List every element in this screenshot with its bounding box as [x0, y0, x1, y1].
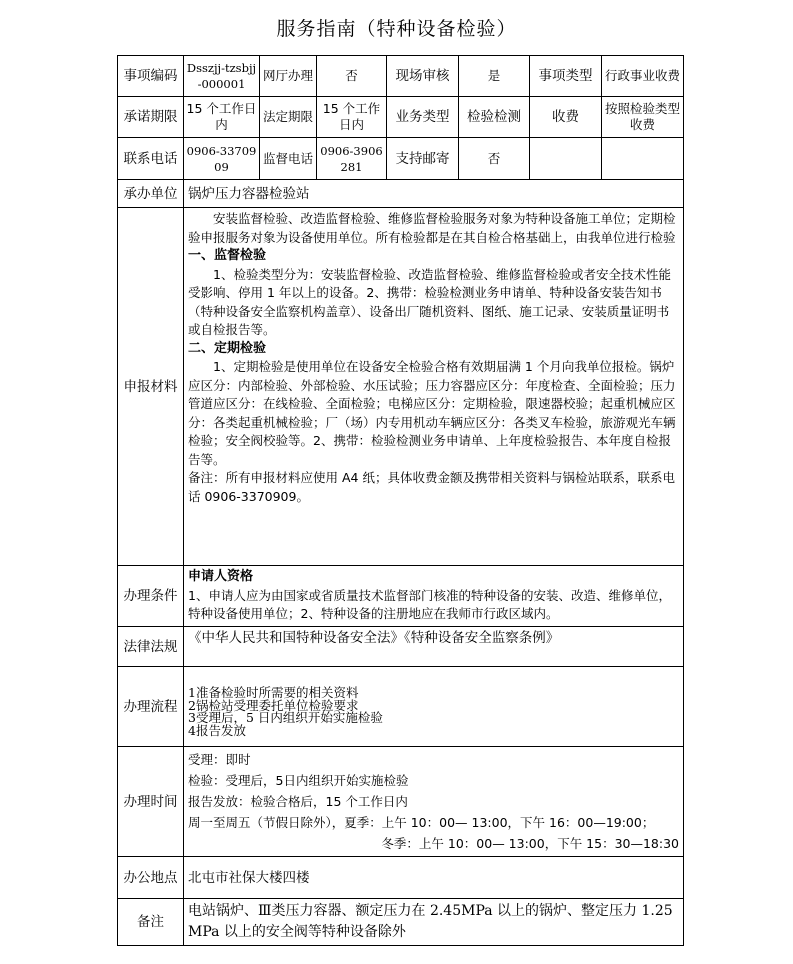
empty-cell: [530, 138, 602, 180]
handling-unit-value: 锅炉压力容器检验站: [184, 180, 684, 208]
legal-deadline-label: 法定期限: [260, 97, 317, 138]
process-label: 办理流程: [118, 667, 184, 747]
table-row: [118, 627, 684, 667]
process-step: 2锅检站受理委托单位检验要求: [188, 697, 359, 713]
process-step: 4报告发放: [188, 722, 246, 738]
online-handling-value: 否: [317, 56, 387, 97]
conditions-label: 办理条件: [118, 566, 184, 627]
table-row: [118, 566, 684, 627]
supervision-phone-label: 监督电话: [260, 138, 317, 180]
table-row: [118, 56, 684, 97]
time-line: 冬季：上午 10：00— 13:00，下午 15：30—18:30: [381, 836, 679, 851]
conditions-content: [184, 566, 684, 627]
contact-phone-value: 0906-3370909: [184, 138, 260, 180]
business-type-label: 业务类型: [387, 97, 459, 138]
remark-value: 电站锅炉、Ⅲ类压力容器、额定压力在 2.45MPa 以上的锅炉、整定压力 1.25MPa 以上的安全阀等特种设备除外: [184, 899, 684, 946]
table-row: [118, 857, 684, 899]
item-code-value: Dsszjj-tzsbjj-000001: [184, 56, 260, 97]
table-row: [118, 97, 684, 138]
process-step: 1准备检验时所需要的相关资料: [188, 685, 359, 700]
materials-note: 备注：所有申报材料应使用 A4 纸；具体收费金额及携带相关资料与锅检站联系，联系电话 0906-3370909。: [188, 470, 675, 504]
item-code-label: 事项编码: [118, 56, 184, 97]
onsite-review-value: 是: [459, 56, 530, 97]
materials-intro: 安装监督检验、改造监督检验、维修监督检验服务对象为特种设备施工单位；定期检验申报服务对象为设备使用单位。所有检验都是在其自检合格基础上，由我单位进行检验: [188, 211, 676, 245]
materials-label: 申报材料: [118, 208, 184, 566]
materials-content: [184, 208, 684, 566]
laws-value: 《中华人民共和国特种设备安全法》《特种设备安全监察条例》: [184, 627, 684, 667]
remark-label: 备注: [118, 899, 184, 946]
page-title: 服务指南（特种设备检验）: [276, 18, 517, 40]
legal-deadline-value: 15 个工作日内: [317, 97, 387, 138]
fee-label: 收费: [530, 97, 602, 138]
fee-value: 按照检验类型收费: [602, 97, 684, 138]
periodic-inspection-text: 1、定期检验是使用单位在设备安全检验合格有效期届满 1 个月向我单位报检。锅炉应区分：内部检验、外部检验、水压试验；压力容器应区分：年度检查、全面检验；压力管道应区分：在线检验、全面检验；电梯应区分：定期检验，限速器校验；起重机械应区分：各类起重机械检验；厂（场）内专用机动车辆应区分：各类叉车检验，旅游观光车辆检验；安全阀校验等。2、携带：检验检测业务申请单、上年度检验报告、本年度自检报告等。: [188, 359, 676, 467]
item-type-label: 事项类型: [530, 56, 602, 97]
promised-deadline-label: 承诺期限: [118, 97, 184, 138]
online-handling-label: 网厅办理: [260, 56, 317, 97]
process-step: 3受理后，5 日内组织开始实施检验: [188, 710, 383, 725]
item-type-value: 行政事业收费: [602, 56, 684, 97]
office-location-label: 办公地点: [118, 857, 184, 899]
promised-deadline-value: 15 个工作日内: [184, 97, 260, 138]
supervision-phone-value: 0906-3906281: [317, 138, 387, 180]
supervision-inspection-heading: 一、监督检验: [188, 248, 267, 263]
time-line: 检验：受理后，5日内组织开始实施检验: [188, 773, 409, 788]
office-location-value: 北屯市社保大楼四楼: [184, 857, 684, 899]
table-row: [118, 138, 684, 180]
service-guide-table: [117, 55, 684, 946]
process-steps: [184, 667, 684, 747]
table-row: [118, 208, 684, 566]
time-line: 受理：即时: [188, 752, 251, 767]
handling-unit-label: 承办单位: [118, 180, 184, 208]
time-line: 报告发放：检验合格后，15 个工作日内: [188, 794, 408, 809]
applicant-qualification-text: 1、申请人应为由国家或省质量技术监督部门核准的特种设备的安装、改造、维修单位，特种设备使用单位；2、特种设备的注册地应在我师市行政区域内。: [188, 587, 671, 621]
periodic-inspection-heading: 二、定期检验: [188, 340, 267, 356]
table-row: [118, 747, 684, 857]
mail-support-value: 否: [459, 138, 530, 180]
laws-label: 法律法规: [118, 627, 184, 667]
table-row: [118, 180, 684, 208]
table-row: [118, 667, 684, 747]
supervision-inspection-text: 1、检验类型分为：安装监督检验、改造监督检验、维修监督检验或者安全技术性能受影响、停用 1 年以上的设备。2、携带：检验检测业务申请单、特种设备安装告知书（特种设备安全监察机构盖章）、设备出厂随机资料、图纸、施工记录、安装质量证明书或自检报告等。: [188, 266, 671, 337]
mail-support-label: 支持邮寄: [387, 138, 459, 180]
table-row: [118, 899, 684, 946]
time-line: 周一至周五（节假日除外），夏季：上午 10：00— 13:00，下午 16：00—19:00；: [188, 815, 655, 830]
onsite-review-label: 现场审核: [387, 56, 459, 97]
handling-time-content: [184, 747, 684, 857]
applicant-qualification-heading: 申请人资格: [188, 569, 254, 584]
empty-cell: [602, 138, 684, 180]
handling-time-label: 办理时间: [118, 747, 184, 857]
contact-phone-label: 联系电话: [118, 138, 184, 180]
business-type-value: 检验检测: [459, 97, 530, 138]
